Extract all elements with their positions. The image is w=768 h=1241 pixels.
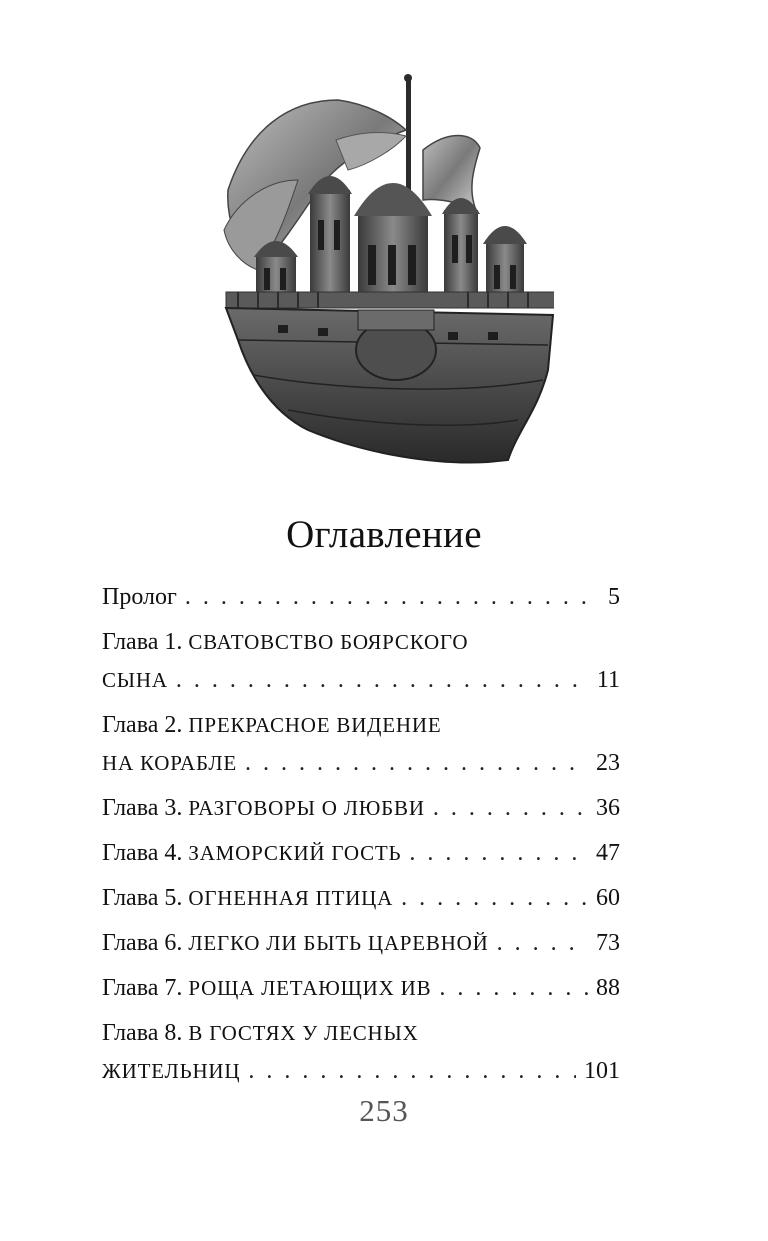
page-number: 253 [359, 1093, 409, 1128]
toc-entry-title: ЗАМОРСКИЙ ГОСТЬ [188, 841, 402, 865]
toc-entry-title: ОГНЕННАЯ ПТИЦА [188, 886, 394, 910]
toc-leader-dots [439, 969, 588, 1007]
toc-entry-title: СВАТОВСТВО БОЯРСКОГО [188, 630, 469, 654]
toc-page-number: 88 [596, 975, 620, 1001]
toc-entry-label: Глава 2. [102, 712, 183, 738]
toc-page-number: 23 [596, 750, 620, 776]
toc-entry-label: Глава 7. [102, 975, 183, 1001]
toc-leader-dots [248, 1052, 576, 1090]
toc-page-number: 47 [596, 840, 620, 866]
toc-page-number: 73 [596, 930, 620, 956]
table-of-contents [102, 578, 620, 1090]
toc-entry-label: Пролог [102, 584, 177, 610]
toc-entry-title: ПРЕКРАСНОЕ ВИДЕНИЕ [188, 713, 442, 737]
toc-page-number: 101 [584, 1058, 620, 1084]
flying-ship-icon [218, 70, 554, 470]
toc-entry-chapter-3[interactable] [102, 789, 620, 827]
toc-entry-title: ЛЕГКО ЛИ БЫТЬ ЦАРЕВНОЙ [188, 931, 489, 955]
toc-entry-label: Глава 6. [102, 930, 183, 956]
toc-leader-dots [185, 578, 600, 616]
toc-entry-chapter-7[interactable] [102, 969, 620, 1007]
toc-page-number: 36 [596, 795, 620, 821]
toc-leader-dots [176, 661, 589, 699]
toc-page-number: 60 [596, 885, 620, 911]
toc-entry-title: В ГОСТЯХ У ЛЕСНЫХ [188, 1021, 419, 1045]
toc-entry-chapter-8[interactable] [102, 1014, 620, 1090]
toc-page-number: 11 [596, 667, 620, 693]
toc-leader-dots [497, 924, 588, 962]
toc-entry-label: Глава 5. [102, 885, 183, 911]
toc-leader-dots [409, 834, 588, 872]
toc-leader-dots [433, 789, 588, 827]
toc-entry-label: Глава 8. [102, 1020, 183, 1046]
toc-entry-label: Глава 1. [102, 629, 183, 655]
toc-entry-chapter-1[interactable] [102, 623, 620, 699]
toc-entry-title-continued: ЖИТЕЛЬНИЦ [102, 1059, 241, 1083]
toc-entry-title-continued: СЫНА [102, 668, 168, 692]
toc-leader-dots [245, 744, 588, 782]
flying-ship-illustration [218, 70, 554, 470]
toc-entry-title: РОЩА ЛЕТАЮЩИХ ИВ [188, 976, 432, 1000]
toc-page-number: 5 [608, 584, 620, 610]
toc-entry-label: Глава 3. [102, 795, 183, 821]
toc-entry-title: РАЗГОВОРЫ О ЛЮБВИ [188, 796, 425, 820]
toc-entry-chapter-6[interactable] [102, 924, 620, 962]
toc-entry-title-continued: НА КОРАБЛЕ [102, 751, 237, 775]
toc-entry-label: Глава 4. [102, 840, 183, 866]
toc-entry-chapter-5[interactable] [102, 879, 620, 917]
toc-entry-prologue[interactable] [102, 578, 620, 616]
toc-leader-dots [401, 879, 588, 917]
toc-entry-chapter-2[interactable] [102, 706, 620, 782]
toc-entry-chapter-4[interactable] [102, 834, 620, 872]
page-title: Оглавление [286, 513, 482, 556]
